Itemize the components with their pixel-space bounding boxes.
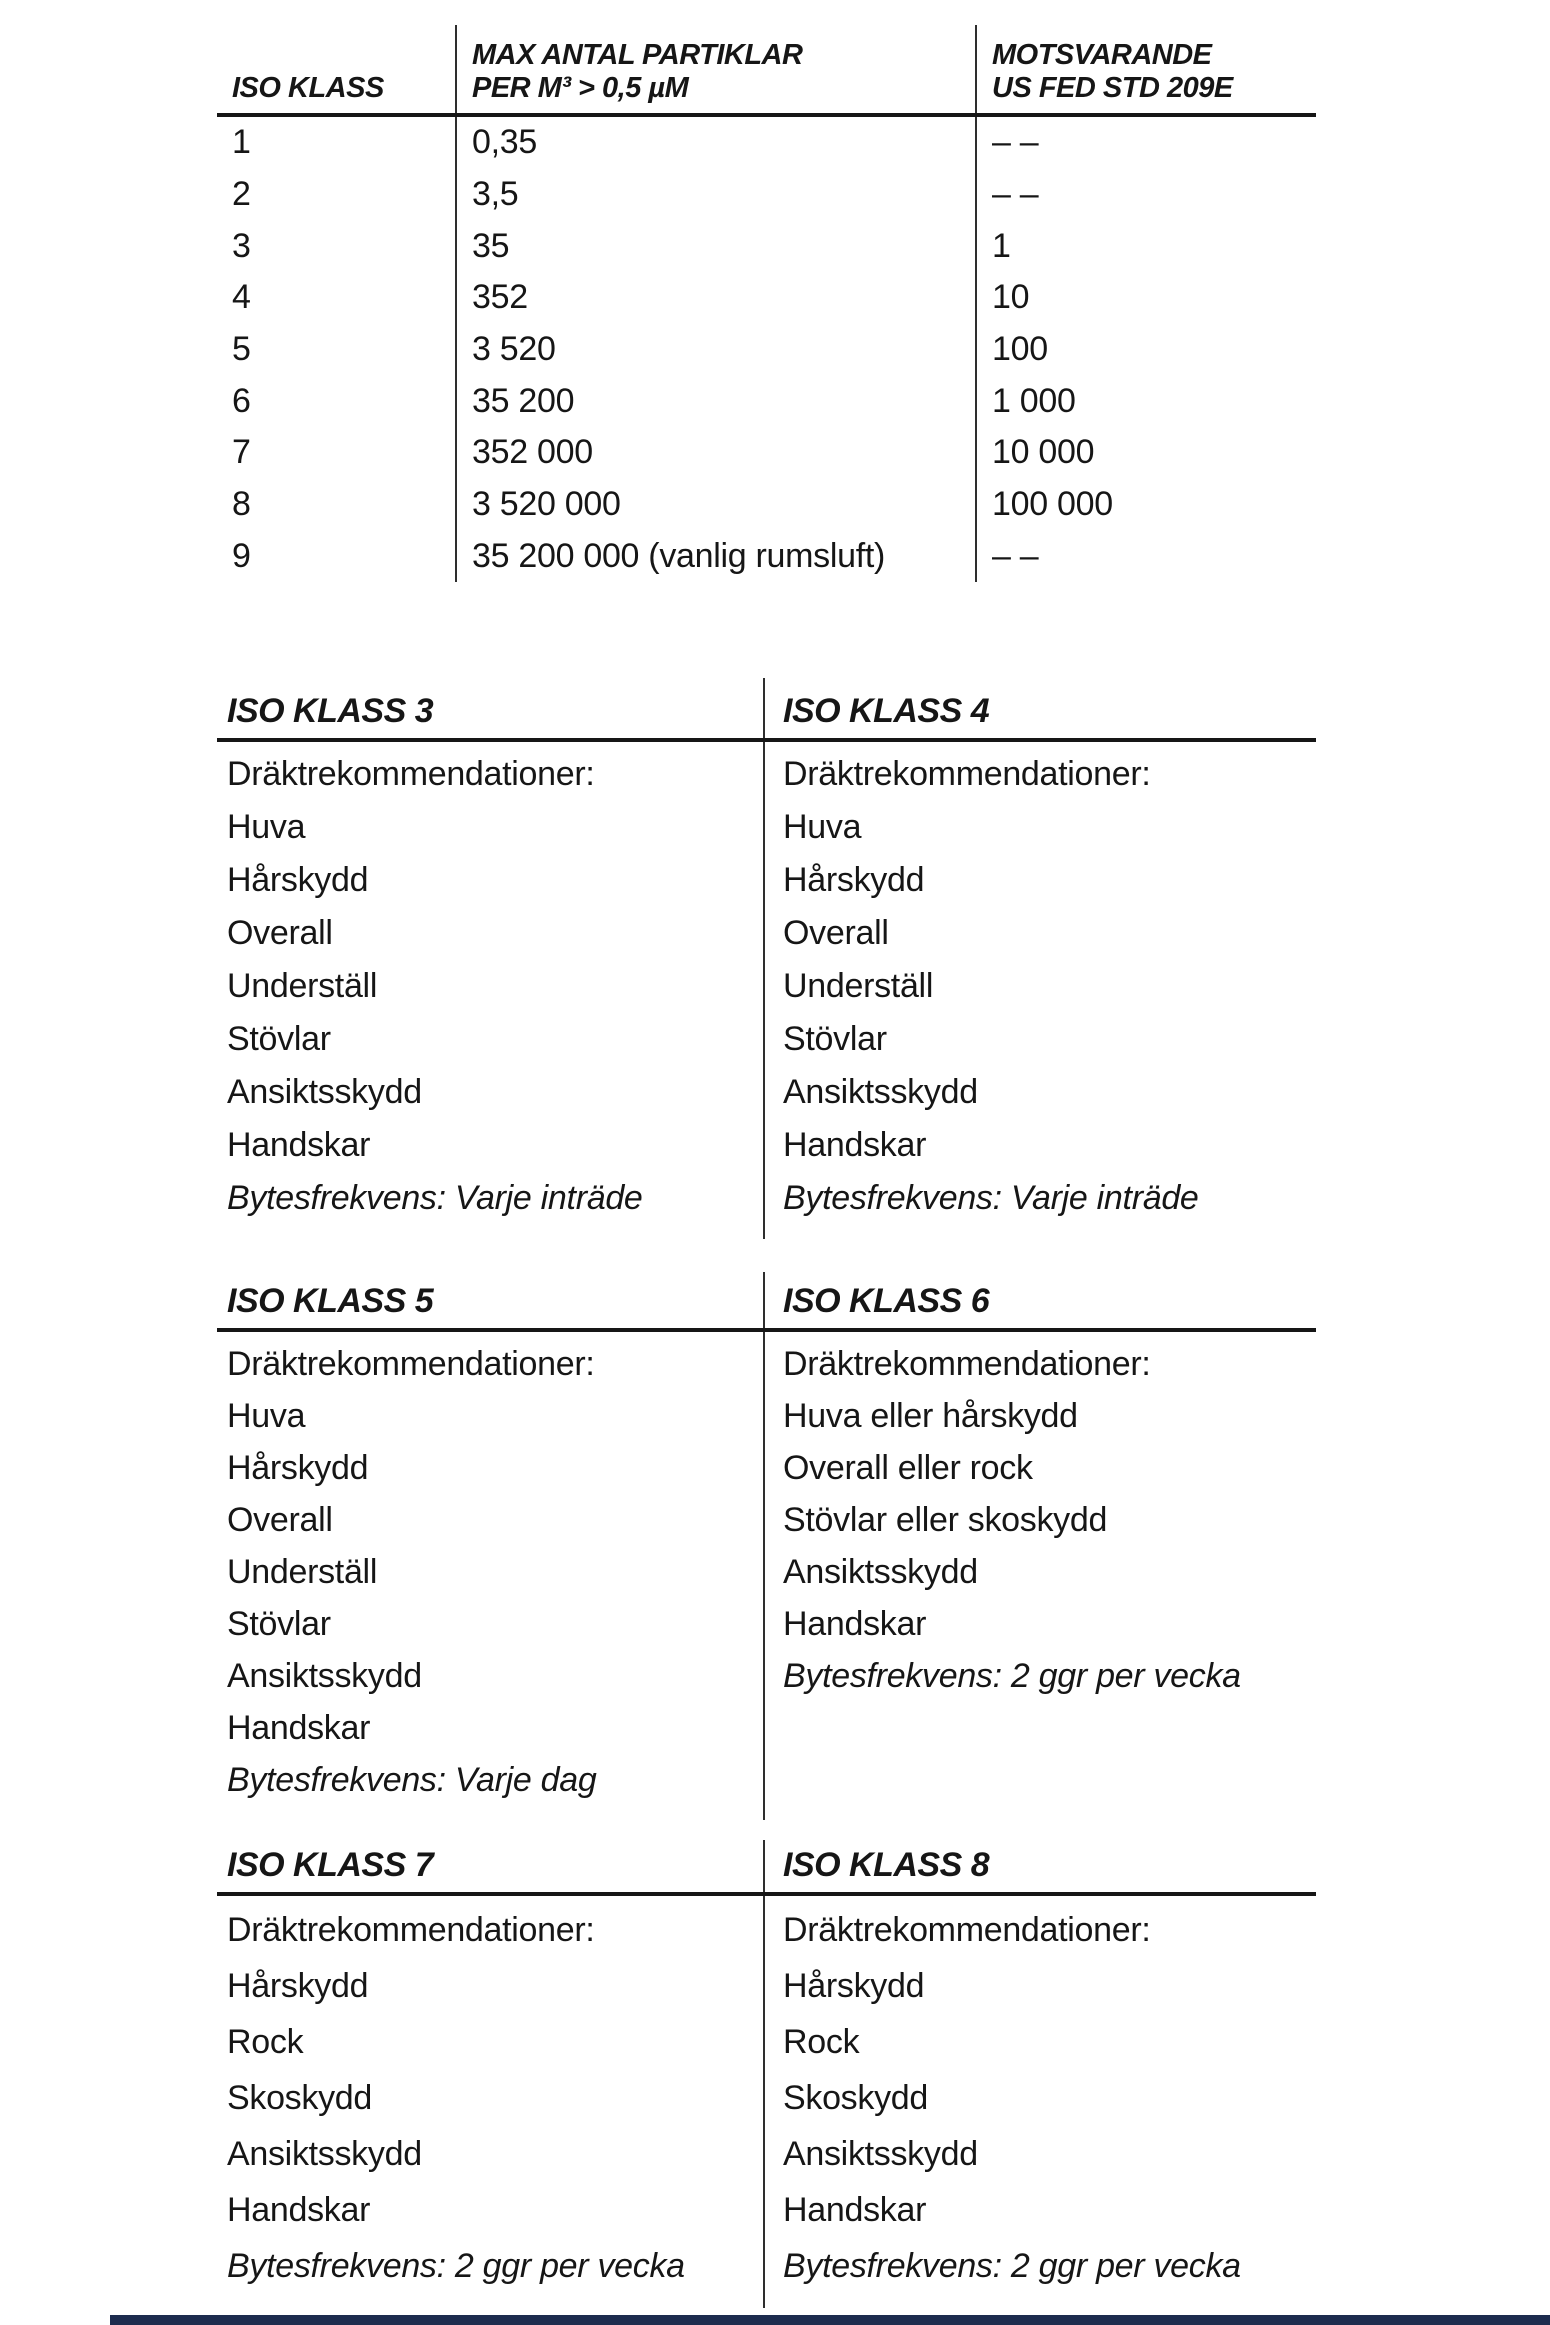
garment-item: Stövlar xyxy=(227,1020,331,1058)
garment-item: Handskar xyxy=(783,2191,927,2229)
garment-item: Huva xyxy=(783,808,862,846)
garment-item: Handskar xyxy=(783,1126,927,1164)
cell-iso-class: 8 xyxy=(232,485,251,524)
header-line: MOTSVARANDE xyxy=(992,39,1212,71)
table-row xyxy=(217,272,1316,324)
change-frequency-note: Bytesfrekvens: Varje inträde xyxy=(783,1179,1199,1217)
cell-max-particles: 352 000 xyxy=(455,427,975,479)
change-frequency-note: Bytesfrekvens: 2 ggr per vecka xyxy=(783,1657,1241,1695)
cell-fed-std: – – xyxy=(975,531,1316,583)
section-title: ISO KLASS 5 xyxy=(227,1282,434,1320)
table-row xyxy=(217,169,1316,221)
garment-item: Rock xyxy=(783,2023,860,2061)
garment-item: Stövlar xyxy=(783,1020,887,1058)
section-header xyxy=(217,1840,1316,1896)
section-body xyxy=(217,742,1316,1239)
table-row xyxy=(217,479,1316,531)
garment-item: Handskar xyxy=(227,1709,371,1747)
table-header-row xyxy=(217,25,1316,117)
garment-item: Ansiktsskydd xyxy=(227,2135,422,2173)
garment-list xyxy=(763,1332,1316,1820)
garment-list xyxy=(763,742,1316,1239)
section-body xyxy=(217,1332,1316,1820)
cell-fed-std: – – xyxy=(975,169,1316,221)
cell-fed-std: 100 xyxy=(975,324,1316,376)
garment-item: Ansiktsskydd xyxy=(783,1553,978,1591)
garment-item: Hårskydd xyxy=(783,1967,925,2005)
section-title: ISO KLASS 6 xyxy=(763,1272,1316,1328)
header-iso-klass xyxy=(217,25,455,113)
cell-iso-class: 6 xyxy=(232,381,251,420)
garment-list-label: Dräktrekommendationer: xyxy=(227,755,595,793)
garment-item: Overall xyxy=(227,1501,333,1539)
header-line: US FED STD 209E xyxy=(992,72,1233,104)
section-header xyxy=(217,678,1316,742)
section-title: ISO KLASS 7 xyxy=(227,1846,434,1884)
section-body xyxy=(217,1896,1316,2308)
cell-fed-std: 10 000 xyxy=(975,427,1316,479)
section-title: ISO KLASS 3 xyxy=(227,692,434,730)
cell-max-particles: 3,5 xyxy=(455,169,975,221)
garment-item: Overall xyxy=(783,914,889,952)
garment-list xyxy=(217,1896,763,2308)
garment-list-label: Dräktrekommendationer: xyxy=(783,1911,1151,1949)
garment-item: Skoskydd xyxy=(227,2079,373,2117)
table-row xyxy=(217,220,1316,272)
cell-iso-class: 5 xyxy=(232,330,251,369)
garment-list-label: Dräktrekommendationer: xyxy=(783,755,1151,793)
garment-item: Stövlar xyxy=(227,1605,331,1643)
cell-iso-class: 2 xyxy=(232,175,251,214)
garment-item: Huva xyxy=(227,1397,306,1435)
garment-item: Ansiktsskydd xyxy=(783,1073,978,1111)
garment-item: Hårskydd xyxy=(227,1967,369,2005)
cell-fed-std: 10 xyxy=(975,272,1316,324)
cell-iso-class: 9 xyxy=(232,536,251,575)
garment-item: Underställ xyxy=(227,1553,378,1591)
garment-list xyxy=(217,1332,763,1820)
iso-class-table xyxy=(217,25,1316,582)
garment-item: Hårskydd xyxy=(227,861,369,899)
section-header xyxy=(217,1272,1316,1332)
garment-item: Ansiktsskydd xyxy=(227,1657,422,1695)
table-row xyxy=(217,324,1316,376)
cell-max-particles: 35 200 xyxy=(455,375,975,427)
cell-max-particles: 0,35 xyxy=(455,117,975,169)
cell-iso-class: 3 xyxy=(232,226,251,265)
change-frequency-note: Bytesfrekvens: Varje dag xyxy=(227,1761,597,1799)
garment-item: Ansiktsskydd xyxy=(227,1073,422,1111)
table-body xyxy=(217,117,1316,582)
table-row xyxy=(217,375,1316,427)
garment-item: Stövlar eller skoskydd xyxy=(783,1501,1108,1539)
cell-iso-class: 4 xyxy=(232,278,251,317)
garment-item: Rock xyxy=(227,2023,304,2061)
garment-list-label: Dräktrekommendationer: xyxy=(227,1911,595,1949)
cell-fed-std: 100 000 xyxy=(975,479,1316,531)
header-line: ISO KLASS xyxy=(232,72,384,104)
cell-iso-class: 7 xyxy=(232,433,251,472)
header-line: MAX ANTAL PARTIKLAR xyxy=(472,39,803,71)
garment-list-label: Dräktrekommendationer: xyxy=(783,1345,1151,1383)
cell-max-particles: 352 xyxy=(455,272,975,324)
section-iso-klass-7-8 xyxy=(217,1840,1316,2308)
cell-max-particles: 35 xyxy=(455,220,975,272)
garment-list xyxy=(217,742,763,1239)
garment-item: Handskar xyxy=(227,2191,371,2229)
change-frequency-note: Bytesfrekvens: 2 ggr per vecka xyxy=(783,2247,1241,2285)
change-frequency-note: Bytesfrekvens: 2 ggr per vecka xyxy=(227,2247,685,2285)
table-row xyxy=(217,117,1316,169)
garment-list xyxy=(763,1896,1316,2308)
garment-item: Huva eller hårskydd xyxy=(783,1397,1078,1435)
section-iso-klass-3-4 xyxy=(217,678,1316,1239)
section-title: ISO KLASS 8 xyxy=(763,1840,1316,1892)
garment-item: Ansiktsskydd xyxy=(783,2135,978,2173)
cell-fed-std: 1 xyxy=(975,220,1316,272)
garment-list-label: Dräktrekommendationer: xyxy=(227,1345,595,1383)
cell-max-particles: 3 520 000 xyxy=(455,479,975,531)
cell-max-particles: 35 200 000 (vanlig rumsluft) xyxy=(455,531,975,583)
cell-fed-std: 1 000 xyxy=(975,375,1316,427)
garment-item: Huva xyxy=(227,808,306,846)
table-row xyxy=(217,427,1316,479)
section-title: ISO KLASS 4 xyxy=(763,678,1316,738)
garment-item: Handskar xyxy=(227,1126,371,1164)
garment-item: Handskar xyxy=(783,1605,927,1643)
header-max-partiklar xyxy=(455,25,975,113)
garment-item: Underställ xyxy=(783,967,934,1005)
cell-max-particles: 3 520 xyxy=(455,324,975,376)
section-iso-klass-5-6 xyxy=(217,1272,1316,1820)
garment-item: Skoskydd xyxy=(783,2079,929,2117)
garment-item: Overall eller rock xyxy=(783,1449,1033,1487)
garment-item: Overall xyxy=(227,914,333,952)
header-us-fed-std xyxy=(975,25,1316,113)
garment-item: Hårskydd xyxy=(227,1449,369,1487)
header-line: PER M³ > 0,5 µM xyxy=(472,72,689,104)
cell-iso-class: 1 xyxy=(232,123,251,162)
garment-item: Underställ xyxy=(227,967,378,1005)
table-row xyxy=(217,531,1316,583)
footer-accent-band xyxy=(110,2315,1550,2325)
garment-item: Hårskydd xyxy=(783,861,925,899)
cell-fed-std: – – xyxy=(975,117,1316,169)
change-frequency-note: Bytesfrekvens: Varje inträde xyxy=(227,1179,643,1217)
